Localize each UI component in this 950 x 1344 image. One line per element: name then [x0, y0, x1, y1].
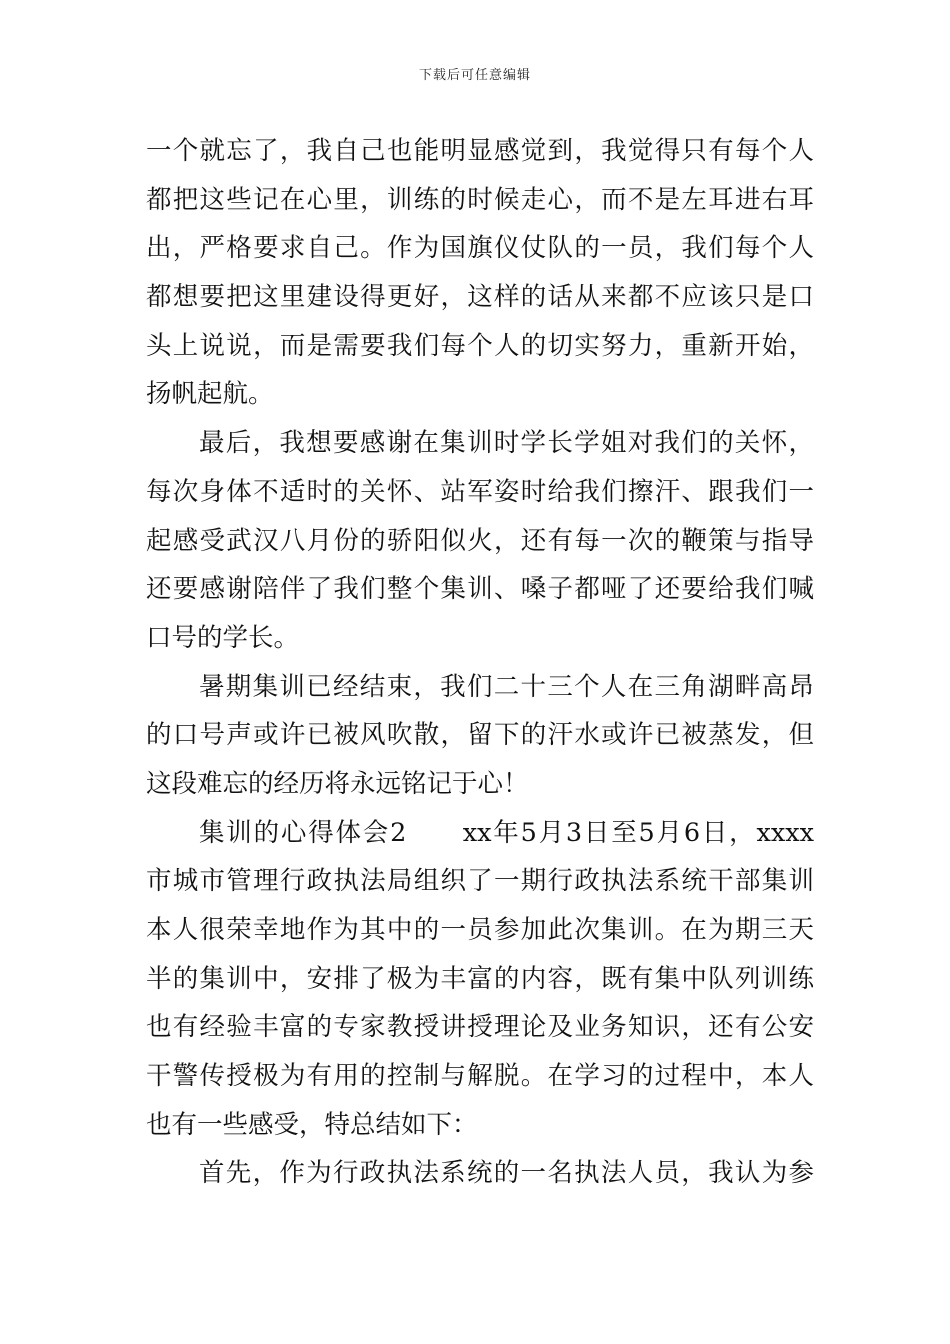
text-line: 本人很荣幸地作为其中的一员参加此次集训。在为期三天 [146, 915, 814, 945]
text-line: 都想要把这里建设得更好，这样的话从来都不应该只是口 [146, 282, 814, 313]
text-line: 干警传授极为有用的控制与解脱。在学习的过程中，本人 [146, 1061, 814, 1092]
text-line: 还要感谢陪伴了我们整个集训、嗓子都哑了还要给我们喊 [146, 574, 814, 605]
text-line: 一个就忘了，我自己也能明显感觉到，我觉得只有每个人 [146, 136, 814, 166]
text-line: 半的集训中，安排了极为丰富的内容，既有集中队列训练 [146, 963, 814, 994]
text-line: 首先，作为行政执法系统的一名执法人员，我认为参 [199, 1158, 814, 1189]
text-line: 每次身体不适时的关怀、站军姿时给我们擦汗、跟我们一 [146, 476, 814, 507]
text-line: 也有经验丰富的专家教授讲授理论及业务知识，还有公安 [146, 1012, 814, 1043]
text-line: 头上说说，而是需要我们每个人的切实努力，重新开始， [146, 330, 814, 361]
body-text [146, 127, 814, 1198]
page-header: 下载后可任意编辑 [418, 68, 531, 83]
text-line: 市城市管理行政执法局组织了一期行政执法系统干部集训 [146, 866, 814, 897]
text-line: 也有一些感受，特总结如下： [146, 1109, 478, 1140]
text-line: 最后，我想要感谢在集训时学长学姐对我们的关怀， [199, 428, 814, 459]
text-line: 扬帆起航。 [146, 379, 274, 410]
text-line: 都把这些记在心里，训练的时候走心，而不是左耳进右耳 [146, 184, 814, 215]
text-line: 集训的心得体会2 xx年5月3日至5月6日，xxxx [199, 817, 814, 848]
text-line: 的口号声或许已被风吹散，留下的汗水或许已被蒸发，但 [146, 720, 814, 751]
text-line: 口号的学长。 [146, 622, 300, 653]
text-line: 起感受武汉八月份的骄阳似火，还有每一次的鞭策与指导 [146, 525, 814, 556]
text-line: 出，严格要求自己。作为国旗仪仗队的一员，我们每个人 [146, 233, 814, 264]
text-line: 暑期集训已经结束，我们二十三个人在三角湖畔高昂 [199, 671, 814, 702]
text-line: 这段难忘的经历将永远铭记于心！ [146, 768, 529, 799]
